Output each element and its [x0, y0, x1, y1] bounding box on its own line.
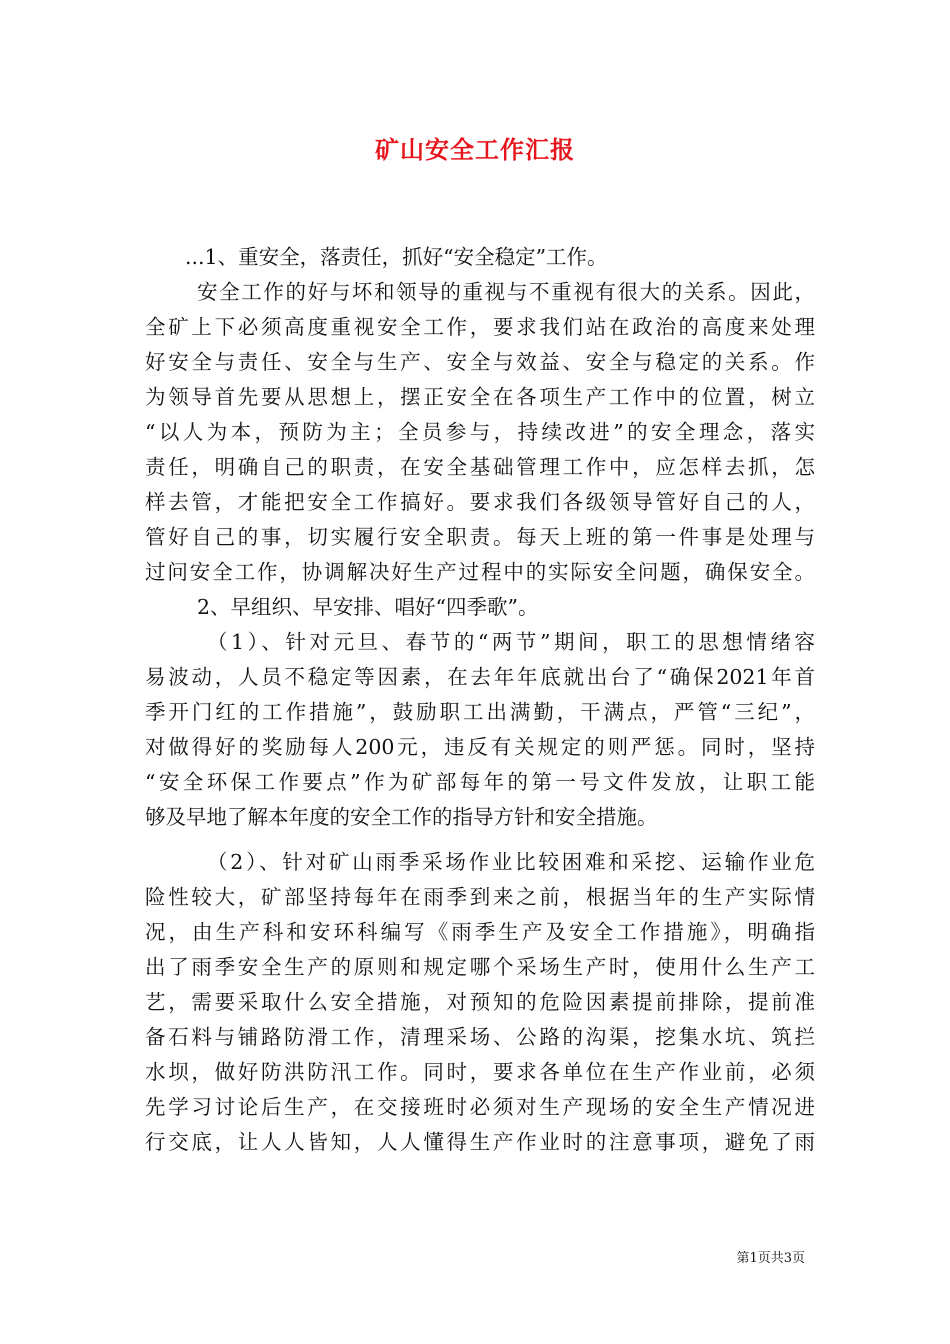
- paragraph-line: 季开门红的工作措施”，鼓励职工出满勤，干满点，严管“三纪”，: [145, 700, 815, 724]
- paragraph-line: 行交底，让人人皆知，人人懂得生产作业时的注意事项，避免了雨: [145, 1130, 815, 1154]
- paragraph-line: ...1、重安全，落责任，抓好“安全稳定”工作。: [185, 245, 608, 269]
- paragraph-line: 安全工作的好与坏和领导的重视与不重视有很大的关系。因此，: [197, 280, 815, 304]
- page-number: 第1页共3页: [736, 1251, 805, 1266]
- paragraph-line: 出了雨季安全生产的原则和规定哪个采场生产时，使用什么生产工: [145, 955, 815, 979]
- paragraph-line: 水坝，做好防洪防汛工作。同时，要求各单位在生产作业前，必须: [145, 1060, 815, 1084]
- paragraph-line: “以人为本，预防为主；全员参与，持续改进”的安全理念，落实: [145, 420, 815, 444]
- paragraph-line: （1）、针对元旦、春节的“两节”期间，职工的思想情绪容: [207, 630, 815, 654]
- paragraph-line: 对做得好的奖励每人200元，违反有关规定的则严惩。同时，坚持: [145, 735, 815, 759]
- paragraph-line: “安全环保工作要点”作为矿部每年的第一号文件发放，让职工能: [145, 770, 815, 794]
- paragraph-line: 样去管，才能把安全工作搞好。要求我们各级领导管好自己的人，: [145, 490, 815, 514]
- paragraph-line: 过问安全工作，协调解决好生产过程中的实际安全问题，确保安全。: [145, 560, 815, 584]
- paragraph-line: 易波动，人员不稳定等因素，在去年年底就出台了“确保2021年首: [145, 665, 815, 689]
- paragraph-line: 责任，明确自己的职责，在安全基础管理工作中，应怎样去抓，怎: [145, 455, 815, 479]
- document-title: 矿山安全工作汇报: [375, 135, 575, 164]
- paragraph-line: 全矿上下必须高度重视安全工作，要求我们站在政治的高度来处理: [145, 315, 815, 339]
- paragraph-line: 险性较大，矿部坚持每年在雨季到来之前，根据当年的生产实际情: [145, 885, 815, 909]
- paragraph-line: 2、早组织、早安排、唱好“四季歌”。: [197, 595, 539, 619]
- paragraph-line: （2）、针对矿山雨季采场作业比较困难和采挖、运输作业危: [207, 850, 815, 874]
- paragraph-line: 先学习讨论后生产，在交接班时必须对生产现场的安全生产情况进: [145, 1095, 815, 1119]
- paragraph-line: 况，由生产科和安环科编写《雨季生产及安全工作措施》，明确指: [145, 920, 815, 944]
- paragraph-line: 艺，需要采取什么安全措施，对预知的危险因素提前排除，提前准: [145, 990, 815, 1014]
- paragraph-line: 管好自己的事，切实履行安全职责。每天上班的第一件事是处理与: [145, 525, 815, 549]
- paragraph-line: 好安全与责任、安全与生产、安全与效益、安全与稳定的关系。作: [145, 350, 815, 374]
- paragraph-line: 备石料与铺路防滑工作，清理采场、公路的沟渠，挖集水坑、筑拦: [145, 1025, 815, 1049]
- paragraph-line: 为领导首先要从思想上，摆正安全在各项生产工作中的位置，树立: [145, 385, 815, 409]
- paragraph-line: 够及早地了解本年度的安全工作的指导方针和安全措施。: [145, 805, 658, 829]
